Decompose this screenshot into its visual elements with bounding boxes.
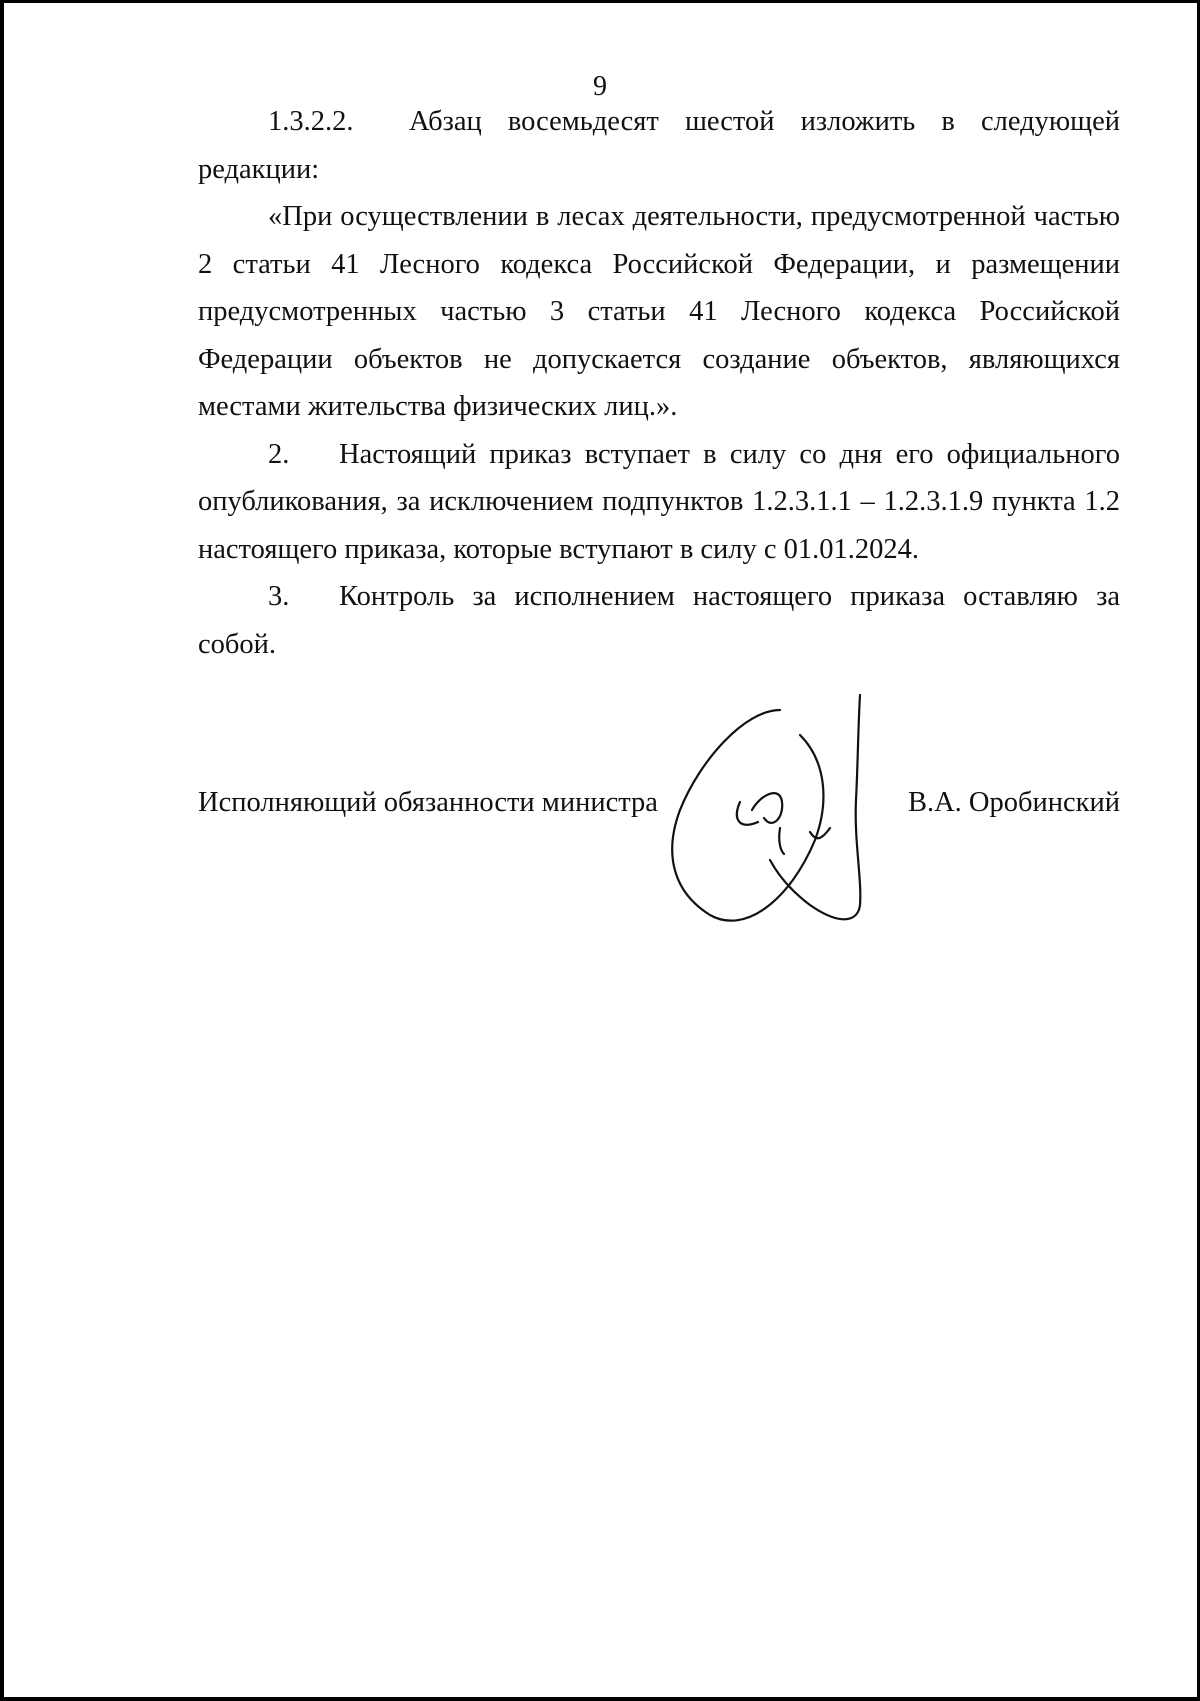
page-number: 9 [593,71,607,102]
paragraph-3 [198,573,1120,668]
signer-name: В.А. Оробинский [907,787,1120,818]
paragraph-text: Настоящий приказ вступает в силу со дня его официального опубликования, за исключением подпунктов 1.2.3.1.1 – 1.2.3.1.9 пункта 1.2 настоящего приказа, которые вступают в силу с 01.01.2024. [198,438,1120,565]
paragraph-number: 1.3.2.2. [268,106,354,137]
paragraph-text: Абзац восемьдесят шестой изложить в следующей редакции: [198,106,1120,185]
quoted-amendment [198,193,1120,431]
paragraph-text: Контроль за исполнением настоящего приказа оставляю за собой. [198,581,1120,660]
paragraph-text: «При осуществлении в лесах деятельности, предусмотренной частью 2 статьи 41 Лесного кодекса Российской Федерации, и размещении предусмотренных частью 3 статьи 41 Лесного кодекса Российской Федерации объектов не допускается создание объектов, являющихся местами жительства физических лиц.». [198,201,1120,422]
paragraph-1-3-2-2 [198,98,1120,193]
paragraph-number: 3. [268,581,290,612]
signer-role: Исполняющий обязанности министра [198,787,658,818]
document-body [198,98,1120,668]
paragraph-2 [198,431,1120,574]
paragraph-number: 2. [268,438,290,470]
signature-line [198,783,1120,823]
